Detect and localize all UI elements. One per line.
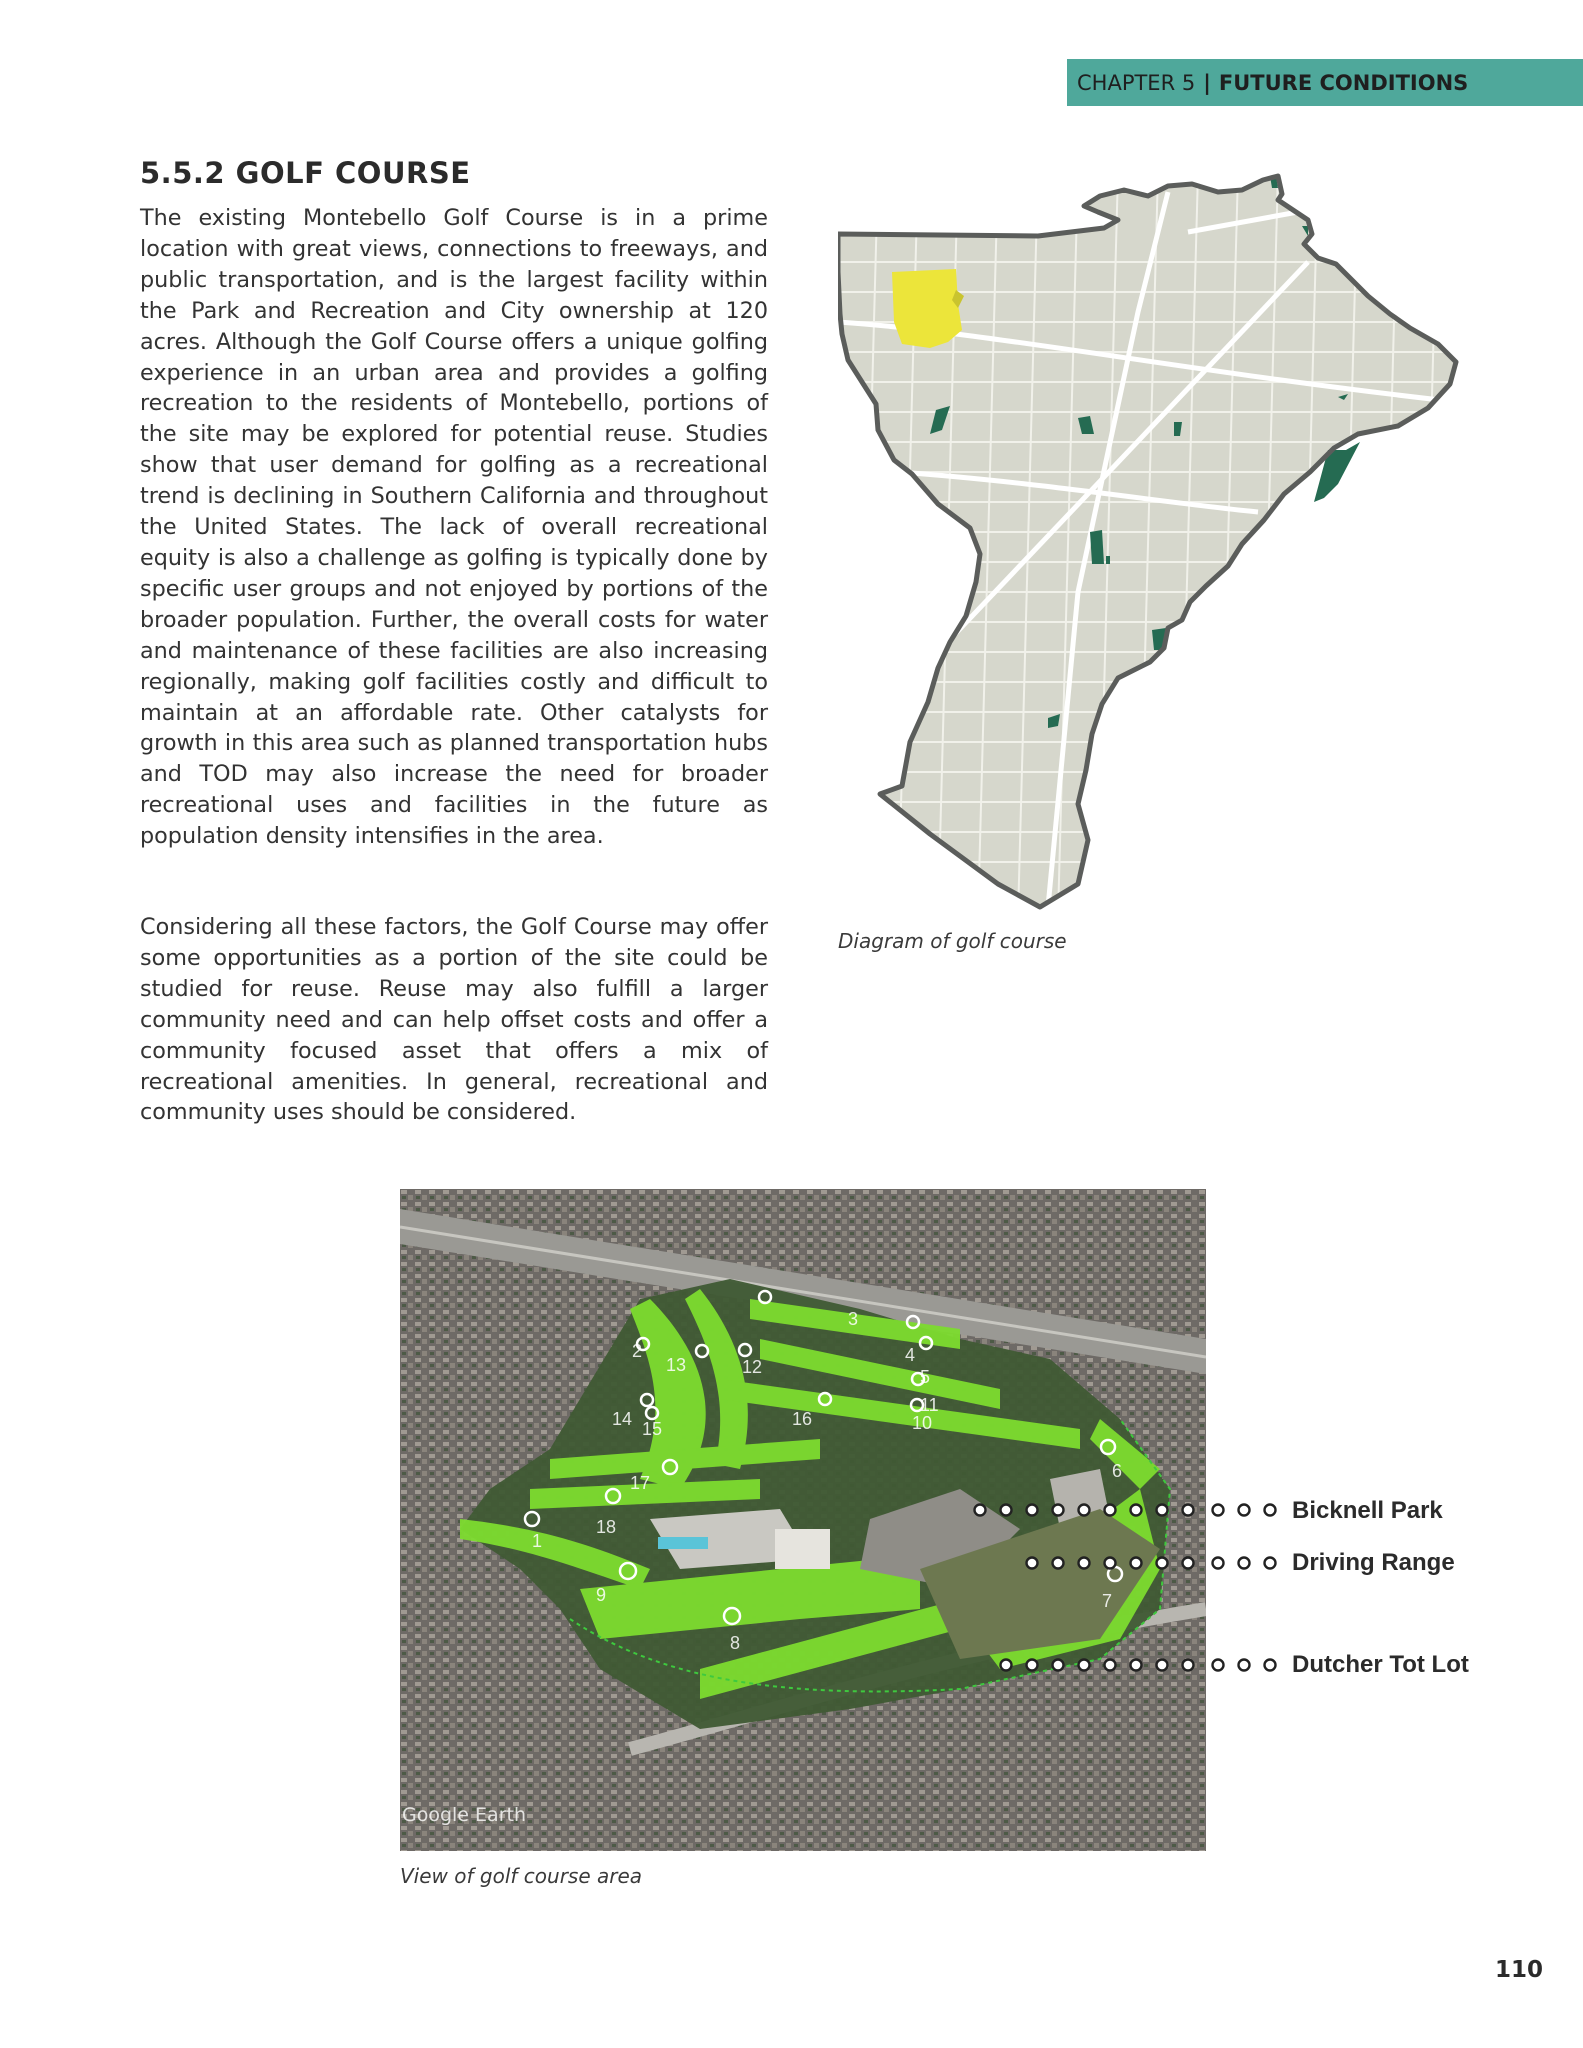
chapter-separator: |	[1203, 70, 1211, 95]
page-number: 110	[1494, 1957, 1543, 1983]
map-caption: Diagram of golf course	[838, 929, 1067, 953]
hole-number: 14	[612, 1409, 633, 1429]
hole-number: 5	[920, 1367, 931, 1387]
callout-dutcher-tot-lot: Dutcher Tot Lot	[1292, 1651, 1469, 1678]
hole-number: 4	[905, 1345, 916, 1365]
chapter-label: CHAPTER 5	[1077, 70, 1196, 95]
hole-number: 7	[1102, 1591, 1113, 1611]
body-paragraph-1: The existing Montebello Golf Course is in a prime location with great views, connections to freeways, and public transportation, and is the largest facility within the Park and Recreation and City ownership at 120 acres. Although the Golf Course offers a unique golfing experience in an urban area and provides a golfing recreation to the residents of Montebello, portions of the site may be explored for potential reuse. Studies show that user demand for golfing as a recreational trend is declining in Southern California and throughout the United States. The lack of overall recreational equity is also a challenge as golfing is typically done by specific user groups and not enjoyed by portions of the broader population. Further, the overall costs for water and maintenance of these facilities are also increasing regionally, making golf facilities costly and difficult to maintain at an affordable rate. Other catalysts for growth in this area such as planned transportation hubs and TOD may also increase the need for broader recreational uses and facilities in the future as population density intensifies in the area.	[140, 205, 768, 850]
callout-bicknell-park: Bicknell Park	[1292, 1497, 1443, 1524]
hole-number: 16	[792, 1409, 813, 1429]
hole-number: 15	[642, 1419, 663, 1439]
section-title: 5.5.2 GOLF COURSE	[140, 156, 471, 190]
callout-driving-range: Driving Range	[1292, 1549, 1455, 1576]
hole-number: 9	[596, 1585, 607, 1605]
google-earth-watermark: Google Earth	[402, 1804, 526, 1826]
hole-number: 10	[912, 1413, 933, 1433]
hole-number: 8	[730, 1633, 741, 1653]
hole-number: 11	[920, 1395, 939, 1415]
hole-number: 3	[848, 1309, 859, 1329]
hole-number: 12	[742, 1357, 763, 1377]
hole-number: 13	[666, 1355, 687, 1375]
hole-number: 17	[630, 1473, 651, 1493]
body-paragraph-2: Considering all these factors, the Golf Course may offer some opportunities as a portion of the site could be studied for reuse. Reuse may also fulfill a larger community need and can help offset costs and offer a community focused asset that offers a mix of recreational amenities. In general, recreational and community uses should be considered.	[140, 914, 768, 1126]
hole-number: 6	[1112, 1461, 1123, 1481]
hole-number: 18	[596, 1517, 617, 1537]
hole-number: 1	[532, 1531, 543, 1551]
photo-caption: View of golf course area	[400, 1864, 643, 1888]
hole-number: 2	[632, 1341, 643, 1361]
chapter-section-label: FUTURE CONDITIONS	[1218, 70, 1469, 95]
